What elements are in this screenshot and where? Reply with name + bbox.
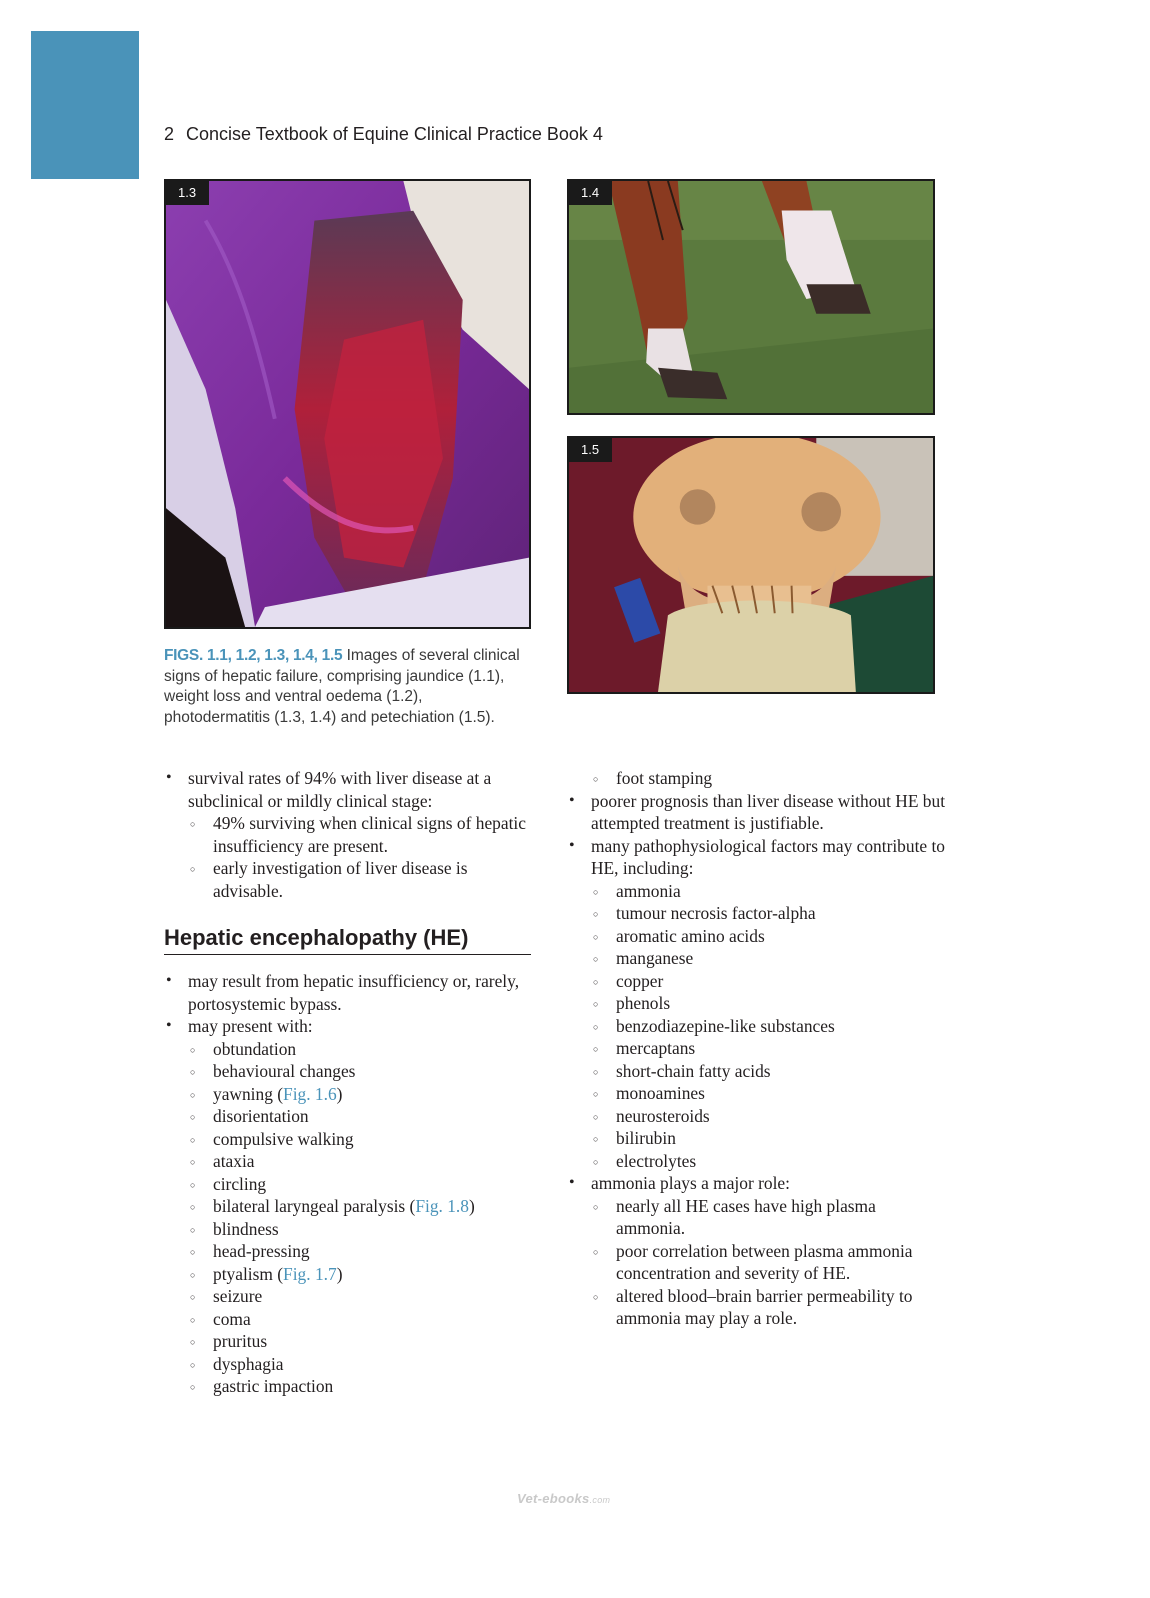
caption-text: Images of several clinical signs of hepatic failure, comprising jaundice (1.1), weight loss and ventral oedema (1.2), photodermatitis (1.3, 1.4) and petechiation (1.5). <box>164 647 520 726</box>
sub-bullet-item <box>567 1127 947 1150</box>
figure-label: 1.5 <box>569 438 612 462</box>
left-column-intro <box>164 767 534 902</box>
sub-bullet-item <box>567 1285 947 1330</box>
sub-bullet-item <box>164 1128 534 1151</box>
bullet-text: dysphagia <box>213 1353 284 1374</box>
sub-bullet-item <box>164 857 534 902</box>
bullet-text: altered blood–brain barrier permeability to ammonia may play a role. <box>616 1285 913 1328</box>
sub-bullet-item <box>164 1038 534 1061</box>
bullet-text: bilirubin <box>616 1128 676 1148</box>
intro-bullet-list <box>164 767 534 902</box>
bullet-text: blindness <box>213 1218 279 1239</box>
bullet-text-end: ) <box>468 1196 475 1216</box>
bullet-text: may result from hepatic insufficiency or, rarely, portosystemic bypass. <box>188 971 520 1014</box>
right-column <box>567 767 947 1330</box>
page-number: 2 <box>164 124 175 144</box>
sub-bullet-item <box>567 925 947 948</box>
sub-bullet-item <box>164 1150 534 1173</box>
bullet-text: neurosteroids <box>616 1105 710 1126</box>
bullet-text: ataxia <box>213 1151 255 1171</box>
bullet-item <box>164 970 534 1015</box>
sub-bullet-item <box>164 1105 534 1128</box>
bullet-item <box>567 1172 947 1195</box>
bullet-text: nearly all HE cases have high plasma ammonia. <box>616 1195 876 1238</box>
sub-bullet-item <box>164 1173 534 1196</box>
bullet-text: survival rates of 94% with liver disease at a subclinical or mildly clinical stage: <box>188 768 492 811</box>
footer-watermark <box>517 1491 610 1506</box>
bullet-text: pruritus <box>213 1331 268 1351</box>
he-bullet-list <box>164 970 534 1398</box>
sub-bullet-item <box>567 1037 947 1060</box>
sub-bullet-item <box>164 1375 534 1398</box>
caption-figure-refs: FIGS. 1.1, 1.2, 1.3, 1.4, 1.5 <box>164 647 343 664</box>
sub-bullet-item <box>164 1195 534 1218</box>
bullet-text: poorer prognosis than liver disease without HE but attempted treatment is justifiable. <box>591 790 946 833</box>
bullet-text: copper <box>616 970 664 991</box>
bullet-text: may present with: <box>188 1016 313 1036</box>
bullet-text: seizure <box>213 1286 263 1306</box>
bullet-text: circling <box>213 1173 267 1194</box>
right-bullet-list <box>567 767 947 1330</box>
photo-1-4 <box>569 181 933 413</box>
sub-bullet-item <box>567 1015 947 1038</box>
figure-1-3-photodermatitis-photo <box>164 179 531 629</box>
sub-bullet-item <box>567 880 947 903</box>
sub-bullet-item <box>567 767 947 790</box>
bullet-text: bilateral laryngeal paralysis ( <box>213 1196 416 1216</box>
section-heading: Hepatic encephalopathy (HE) <box>164 925 531 955</box>
sub-bullet-item <box>567 992 947 1015</box>
sub-bullet-item <box>164 1218 534 1241</box>
bullet-text: ammonia <box>616 880 681 901</box>
bullet-item <box>164 767 534 812</box>
photo-1-3 <box>166 181 529 627</box>
sub-bullet-item <box>567 947 947 970</box>
bullet-text: disorientation <box>213 1106 309 1126</box>
bullet-text: coma <box>213 1308 251 1329</box>
figure-reference-link[interactable]: Fig. 1.6 <box>283 1083 337 1104</box>
sub-bullet-item <box>164 1060 534 1083</box>
bullet-text: compulsive walking <box>213 1128 354 1149</box>
sub-bullet-item <box>567 1105 947 1128</box>
bullet-text: poor correlation between plasma ammonia concentration and severity of HE. <box>616 1240 913 1283</box>
sub-bullet-item <box>164 812 534 857</box>
chapter-color-tab <box>31 31 139 179</box>
figure-label: 1.4 <box>569 181 612 205</box>
bullet-text: monoamines <box>616 1083 705 1103</box>
sub-bullet-item <box>164 1240 534 1263</box>
bullet-text: manganese <box>616 948 694 968</box>
bullet-text: mercaptans <box>616 1038 696 1058</box>
sub-bullet-item <box>567 1240 947 1285</box>
bullet-text: tumour necrosis factor-alpha <box>616 903 816 923</box>
sub-bullet-item <box>567 970 947 993</box>
bullet-text: behavioural changes <box>213 1061 356 1081</box>
sub-bullet-item <box>164 1353 534 1376</box>
bullet-text: short-chain fatty acids <box>616 1060 771 1081</box>
bullet-text: electrolytes <box>616 1150 697 1171</box>
figure-caption <box>164 646 532 728</box>
book-title: Concise Textbook of Equine Clinical Practice Book 4 <box>186 124 603 144</box>
left-column-he <box>164 970 534 1398</box>
bullet-item <box>567 790 947 835</box>
bullet-text: gastric impaction <box>213 1376 334 1396</box>
bullet-text-end: ) <box>336 1083 343 1104</box>
sub-bullet-item <box>567 902 947 925</box>
sub-bullet-item <box>164 1330 534 1353</box>
sub-bullet-item <box>164 1263 534 1286</box>
bullet-item <box>164 1015 534 1038</box>
bullet-text: obtundation <box>213 1038 297 1059</box>
bullet-text: ptyalism ( <box>213 1263 284 1284</box>
figure-reference-link[interactable]: Fig. 1.8 <box>415 1196 469 1216</box>
watermark-text: Vet-ebooks <box>517 1491 590 1506</box>
running-header <box>164 124 603 145</box>
sub-bullet-item <box>567 1060 947 1083</box>
bullet-text: benzodiazepine-like substances <box>616 1015 835 1036</box>
bullet-text-end: ) <box>336 1263 343 1284</box>
figure-1-5-petechiation-photo <box>567 436 935 694</box>
sub-bullet-item <box>164 1308 534 1331</box>
figure-label: 1.3 <box>166 181 209 205</box>
bullet-text: early investigation of liver disease is advisable. <box>213 858 468 901</box>
sub-bullet-item <box>567 1195 947 1240</box>
figure-reference-link[interactable]: Fig. 1.7 <box>283 1263 337 1284</box>
figure-1-4-horse-legs-photo <box>567 179 935 415</box>
watermark-suffix: .com <box>589 1495 611 1505</box>
bullet-text: ammonia plays a major role: <box>591 1173 790 1193</box>
bullet-text: head-pressing <box>213 1241 310 1261</box>
bullet-text: aromatic amino acids <box>616 925 765 946</box>
bullet-text: phenols <box>616 993 671 1013</box>
sub-bullet-item <box>164 1285 534 1308</box>
sub-bullet-item <box>567 1082 947 1105</box>
bullet-text: many pathophysiological factors may contribute to HE, including: <box>591 835 946 878</box>
photo-1-5 <box>569 438 933 692</box>
bullet-item <box>567 835 947 880</box>
bullet-text: foot stamping <box>616 768 713 788</box>
bullet-text: yawning ( <box>213 1083 284 1104</box>
bullet-text: 49% surviving when clinical signs of hepatic insufficiency are present. <box>213 813 526 856</box>
sub-bullet-item <box>567 1150 947 1173</box>
sub-bullet-item <box>164 1083 534 1106</box>
